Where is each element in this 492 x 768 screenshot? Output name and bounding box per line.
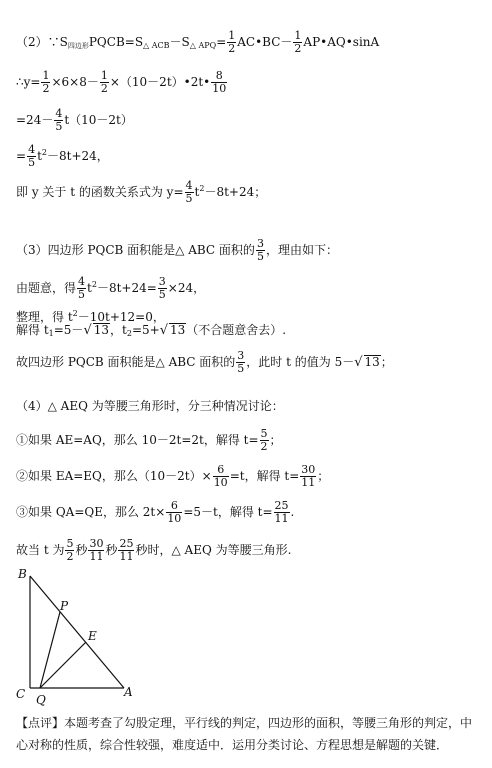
fraction: $\frac{5}{2}$ bbox=[260, 427, 268, 453]
part3-line4: 解得 $t_1=5-√$ 13，$t_2=5+√$ 13（不合题意舍去）. bbox=[16, 323, 287, 338]
part3-line5: 故四边形 PQCB 面积能是△ ABC 面积的 $\frac{3}{5}$ ，此时 t 的值为 5－√ 13； bbox=[16, 349, 393, 375]
fraction: $\frac{8}{10}$ bbox=[212, 69, 227, 95]
fraction: $\frac{25}{11}$ bbox=[119, 537, 134, 563]
label-A: A bbox=[124, 685, 133, 699]
part4-case3: ③如果 QA=QE，那么 2t× $\frac{6}{10}$ =5－t，解得 t= $\frac{25}{11}$ . bbox=[16, 499, 295, 525]
fraction: $\frac{1}{2}$ bbox=[294, 29, 302, 55]
fraction: $\frac{4}{5}$ bbox=[78, 275, 86, 301]
part4-case1: ①如果 AE=AQ，那么 10－2t=2t，解得 t= $\frac{5}{2}$ ； bbox=[16, 427, 282, 453]
fraction: $\frac{30}{11}$ bbox=[89, 537, 104, 563]
fraction: $\frac{1}{2}$ bbox=[100, 69, 108, 95]
label-C: C bbox=[16, 687, 26, 701]
fraction: $\frac{30}{11}$ bbox=[301, 463, 316, 489]
part3-line1: （3）四边形 PQCB 面积能是△ ABC 面积的 $\frac{3}{5}$ ，理由如下： bbox=[16, 237, 338, 263]
part2-line4: = $\frac{4}{5}$ $t^2-8t+24$， bbox=[16, 143, 109, 169]
fraction: $\frac{25}{11}$ bbox=[274, 499, 289, 525]
fraction: $\frac{3}{5}$ bbox=[256, 237, 264, 263]
fraction: $\frac{1}{2}$ bbox=[228, 29, 236, 55]
fraction: $\frac{6}{10}$ bbox=[213, 463, 228, 489]
segment-PQ bbox=[40, 612, 60, 688]
label-E: E bbox=[88, 629, 97, 643]
fraction: $\frac{5}{2}$ bbox=[66, 537, 74, 563]
part3-line3: 整理，得 $t^2-10t+12=0$， bbox=[16, 309, 165, 324]
label-P: P bbox=[60, 599, 69, 613]
part2-line3: =24－ $\frac{4}{5}$ t（10－2t） bbox=[16, 107, 133, 133]
fraction: $\frac{3}{5}$ bbox=[237, 349, 245, 375]
fraction: $\frac{1}{2}$ bbox=[42, 69, 50, 95]
triangle-figure bbox=[14, 566, 154, 706]
fraction: $\frac{4}{5}$ bbox=[28, 143, 36, 169]
fraction: $\frac{3}{5}$ bbox=[158, 275, 166, 301]
part4-conclusion: 故当 t 为 $\frac{5}{2}$ 秒 $\frac{30}{11}$ 秒 $\frac{25}{11}$ 秒时，△ AEQ 为等腰三角形. bbox=[16, 537, 292, 563]
part4-case2: ②如果 EA=EQ，那么（10－2t）× $\frac{6}{10}$ =t，解得 t= $\frac{30}{11}$ ； bbox=[16, 463, 330, 489]
label-B: B bbox=[18, 567, 27, 581]
part2-line1: （2）∵S四边形$PQCB=S_{\triangle ACB}-S_{\triangle APQ}=$ $\frac{1}{2}$ AC•BC－ $\frac{1}{2}$ AP•AQ•sinA bbox=[16, 29, 380, 55]
review-comment: 【点评】本题考查了勾股定理，平行线的判定，四边形的面积，等腰三角形的判定，中心对称的性质，综合性较强，难度适中．运用分类讨论、方程思想是解题的关键． bbox=[16, 716, 473, 752]
fraction: $\frac{4}{5}$ bbox=[55, 107, 63, 133]
fraction: $\frac{4}{5}$ bbox=[185, 179, 193, 205]
part2-line2: ∴y= $\frac{1}{2}$ ×6×8－ $\frac{1}{2}$ ×（10－2t）•2t• $\frac{8}{10}$ bbox=[16, 69, 227, 95]
part4-line1: （4）△ AEQ 为等腰三角形时，分三种情况讨论： bbox=[16, 399, 284, 413]
label-Q: Q bbox=[36, 693, 46, 706]
fraction: $\frac{6}{10}$ bbox=[167, 499, 182, 525]
segment-QE bbox=[40, 642, 86, 688]
part3-line2: 由题意，得 $\frac{4}{5}$ $t^2-8t+24=$ $\frac{3}{5}$ ×24， bbox=[16, 275, 206, 301]
part2-line5: 即 y 关于 t 的函数关系式为 y= $\frac{4}{5}$ $t^2-8t+24$； bbox=[16, 179, 267, 205]
